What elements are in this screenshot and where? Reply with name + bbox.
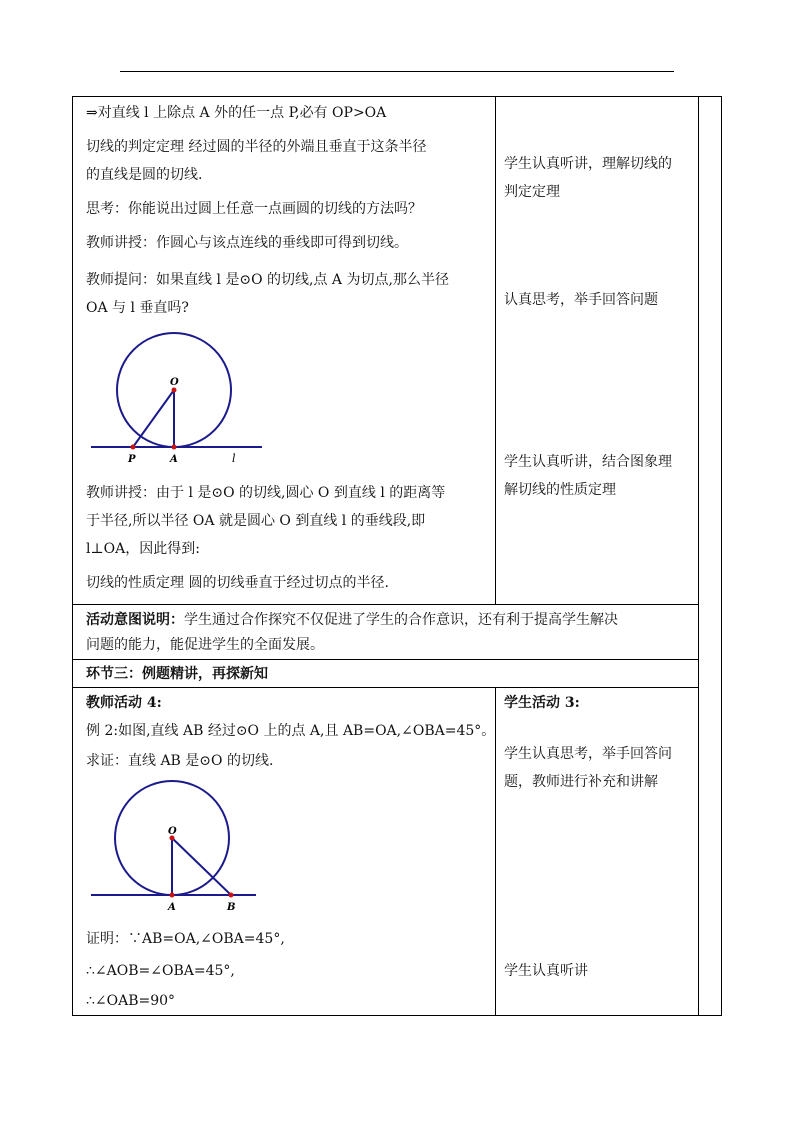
student-3-note-2: 学生认真听讲 (504, 963, 588, 979)
point-a (170, 893, 175, 898)
label-a: A (170, 454, 178, 465)
label-o: O (170, 377, 179, 388)
right-note-1-line-1: 学生认真听讲，理解切线的 (504, 156, 672, 172)
right-note-2: 认真思考，举手回答问题 (504, 292, 658, 308)
left-para-6-line-3: l⊥OA，因此得到: (86, 541, 200, 557)
point-b (229, 893, 234, 898)
proof-line-3: ∴∠OAB=90° (86, 993, 176, 1009)
left-para-2-line-2: 的直线是圆的切线. (86, 167, 203, 183)
section-3-title: 环节三：例题精讲，再探新知 (86, 666, 268, 682)
label-o: O (168, 826, 177, 837)
student-3-note-1-line-2: 题，教师进行补充和讲解 (504, 774, 658, 790)
tangent-figure-2 (86, 778, 276, 918)
label-p: P (128, 454, 136, 465)
left-para-5-line-2: OA 与 l 垂直吗? (86, 300, 189, 316)
proof-line-1: 证明：∵AB=OA,∠OBA=45°, (86, 931, 285, 947)
column-divider (495, 96, 496, 604)
header-rule (120, 71, 674, 72)
intent-line-2: 问题的能力，能促进学生的全面发展。 (86, 637, 324, 653)
left-para-1: ⇒对直线 l 上除点 A 外的任一点 P,必有 OP>OA (86, 105, 387, 121)
left-para-7: 切线的性质定理 圆的切线垂直于经过切点的半径. (86, 575, 389, 591)
left-para-2-line-1: 切线的判定定理 经过圆的半径的外端且垂直于这条半径 (86, 139, 427, 155)
label-b: B (227, 902, 236, 913)
left-para-5-line-1: 教师提问：如果直线 l 是⊙O 的切线,点 A 为切点,那么半径 (86, 272, 449, 288)
label-l: l (232, 452, 236, 465)
segment-op (133, 390, 174, 447)
intent-line-1 (86, 606, 618, 634)
row-divider (72, 604, 699, 605)
intent-label: 活动意图说明： (86, 612, 184, 628)
tangent-figure-1 (86, 330, 276, 470)
intent-text-1: 学生通过合作探究不仅促进了学生的合作意识，还有利于提高学生解决 (184, 612, 618, 628)
point-a (172, 445, 177, 450)
student-3-note-1-line-1: 学生认真思考，举手回答问 (504, 746, 672, 762)
right-note-3-line-2: 解切线的性质定理 (504, 482, 616, 498)
prove-statement: 求证：直线 AB 是⊙O 的切线. (86, 753, 274, 769)
left-para-4: 教师讲授：作圆心与该点连线的垂线即可得到切线。 (86, 235, 408, 251)
right-note-1-line-2: 判定定理 (504, 184, 560, 200)
left-para-6-line-1: 教师讲授：由于 l 是⊙O 的切线,圆心 O 到直线 l 的距离等 (86, 485, 446, 501)
student-activity-3-heading: 学生活动 3: (504, 695, 580, 711)
point-p (131, 445, 136, 450)
proof-line-2: ∴∠AOB=∠OBA=45°, (86, 963, 235, 979)
point-o (172, 388, 177, 393)
right-margin-divider (698, 96, 699, 1016)
example-2-statement: 例 2:如图,直线 AB 经过⊙O 上的点 A,且 AB=OA,∠OBA=45°。 (86, 723, 496, 739)
right-note-3-line-1: 学生认真听讲，结合图象理 (504, 454, 672, 470)
left-para-6-line-2: 于半径,所以半径 OA 就是圆心 O 到直线 l 的垂线段,即 (86, 513, 426, 529)
left-para-3: 思考：你能说出过圆上任意一点画圆的切线的方法吗？ (86, 201, 422, 217)
label-a: A (168, 902, 176, 913)
teacher-activity-4-heading: 教师活动 4: (86, 695, 162, 711)
